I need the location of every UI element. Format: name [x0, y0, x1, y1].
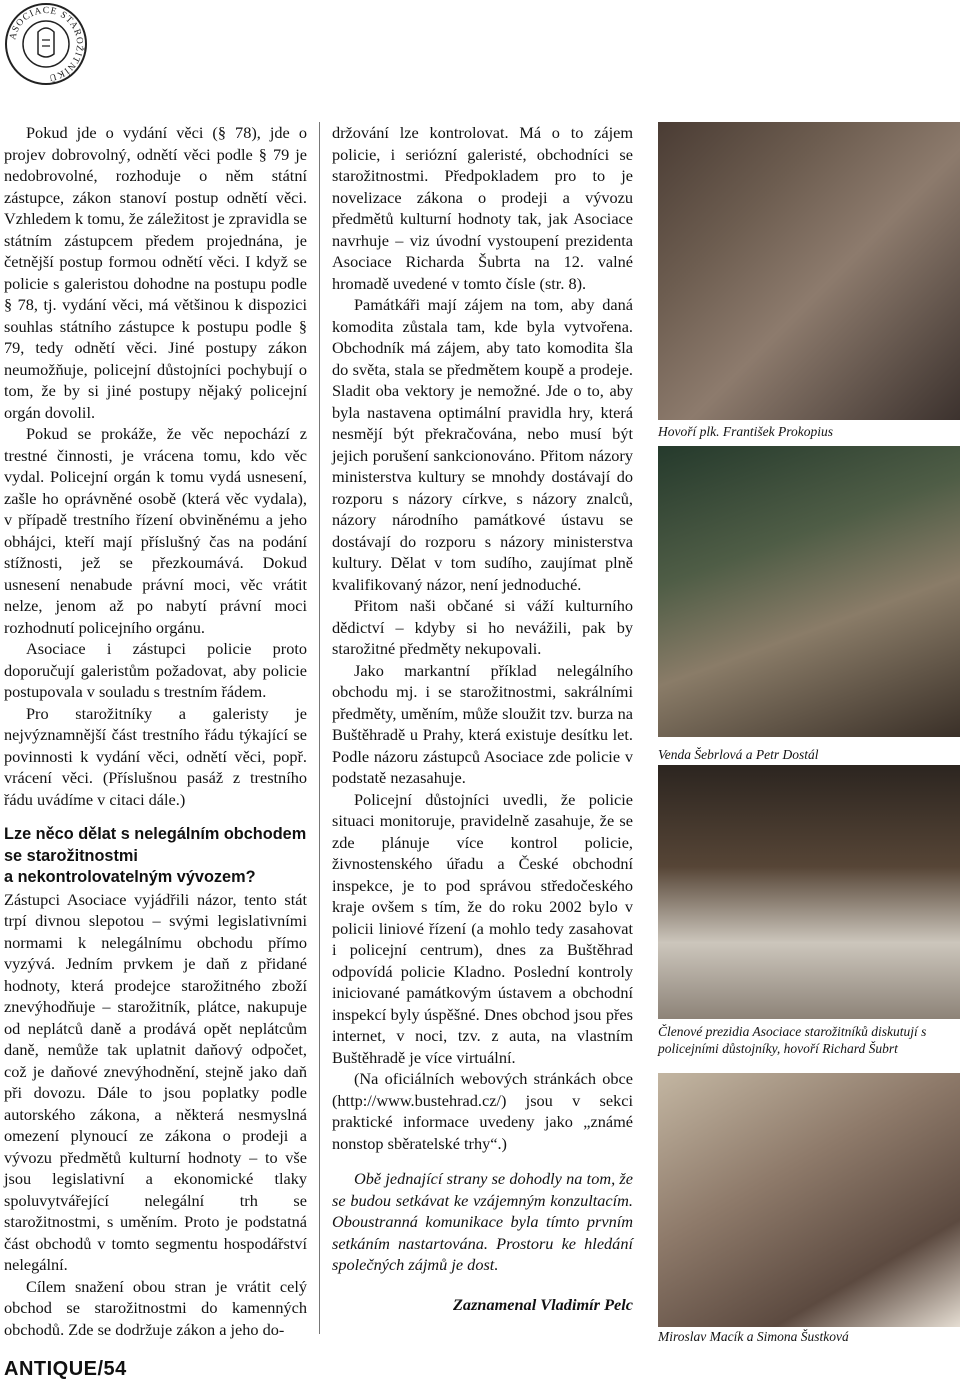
photo-macik-sustkova: [658, 1073, 960, 1327]
photo-caption: Venda Šebrlová a Petr Dostál: [658, 747, 819, 762]
photo-caption: Členové prezidia Asociace starožitníků diskutují s policejními důstojníky, hovoří Richard Šubrt: [658, 1024, 927, 1056]
paragraph: Asociace i zástupci policie proto doporučují galeristům požadovat, aby policie postupovala v souladu s trestním řádem.: [4, 639, 307, 701]
text-column-left: [4, 122, 307, 1340]
paragraph: Jako markantní příklad nelegálního obchodu mj. i se starožitnostmi, sakrálními předměty, uměním, může sloužit tzv. burza na Buštěhradě u Prahy, která existuje desítku let. Podle názoru zástupců Asociace zde policie v podstatě nezasahuje.: [332, 660, 633, 787]
paragraph: Zástupci Asociace vyjádřili názor, tento stát trpí divnou slepotou – svými legislativními normami k nelegálnímu obchodu přímo vyzývá. Jedním prvkem je daň z přidané hodnoty, která prodejce starožitného zboží znevýhodňuje – starožitník, plátce, nakupuje od neplátců daně a prodává opět neplátcům daně, nemůže tak uplatnit daňový odpočet, což je daňové znevýhodnění, stejně jako daň při dovozu. Dále to jsou poplatky podle autorského zákona, a některá nesmyslná omezení plynoucí ze zákona o prodeji a vývozu předmětů kulturní hodnoty – to vše jsou legislativní a ekonomické tlaky spoluvytvářející nelegální trh se starožitnostmi, s uměním. Proto je podstatná část obchodů v tomto segmentu hospodářství nelegální.: [4, 889, 307, 1274]
photo-sebrlova-dostal: [658, 446, 960, 737]
paragraph: Pokud se prokáže, že věc nepochází z trestné činnosti, je vrácena tomu, kdo věc vydal. Policejní orgán k tomu vydá usnesení, zašle ho oprávněné osobě (která věc vydala), v případě trestního řízení obviněnému a jeho obhájci, kteří mají příslušný čas na podání stížnosti, jež se přezkoumává. Dokud usnesení nenabude právní moci, věc vrátit nelze, jenom až po nabytí právní moci rozhodnutí policejního orgánu.: [4, 424, 307, 637]
paragraph: Policejní důstojníci uvedli, že policie situaci monitoruje, pravidelně zasahuje, že se zde plánuje více kontrol policie, živnostenského úřadu a České obchodní inspekce, je to pod správou středočeského kraje ovšem s tím, že do roku 2002 bylo v policii liniové řízení (a mohlo tedy zasahovat i policejní centrum), dnes za Buštěhrad odpovídá policie Kladno. Poslední kontroly iniciované památkovým ústavem a obchodní inspekcí byly úspěšné. Dnes obchod jsou přes internet, v noci, tzv. z auta, na vlastním Buštěhradě je více virtuální.: [332, 789, 633, 1067]
paragraph: Památkáři mají zájem na tom, aby daná komodita zůstala tam, kde byla vytvořena. Obchodník má zájem, aby tato komodita šla do světa, stala se předmětem koupě a prodeje. Sladit oba vektory je nemožné. Jde o to, aby byla nastavena optimální pravidla hry, která nesmějí být překračována, nebo musí být jejich porušení sankcionováno. Přitom názory ministerstva kultury se mnohdy dostávají do rozporu s názory církve, s názory znalců, názory národního památkové ústavu se dostávají do rozporu s názory ministerstva kultury. Dělat v tom sudího, zaujímat plně kvalifikovaný názor, není jednoduché.: [332, 295, 633, 594]
page-footer: ANTIQUE/54: [4, 1358, 127, 1380]
paragraph: Cílem snažení obou stran je vrátit celý obchod se starožitnostmi do kamenných obchodů. Zde se dodržuje zákon a jeho do-: [4, 1276, 307, 1339]
paragraph: držování lze kontrolovat. Má o to zájem policie, i seriózní galeristé, obchodníci se starožitnostmi. Předpokladem pro to je novelizace zákona o prodeji a vývozu předmětů kulturní hodnoty tak, jak Asociace navrhuje – viz úvodní vystoupení prezidenta Asociace Richarda Šubrta na 12. valné hromadě uvedené v tomto čísle (str. 8).: [332, 123, 633, 293]
heading-line: se starožitnostmi: [4, 846, 138, 865]
photo-caption: Hovoří plk. František Prokopius: [658, 424, 833, 439]
photo-presidium-meeting: [658, 765, 960, 1019]
logo-text: ASOCIACE STAROŽITNÍKŮ: [8, 5, 85, 83]
section-heading: [4, 824, 307, 889]
heading-line: Lze něco dělat s nelegálním obchodem: [4, 825, 307, 843]
paragraph: Pokud jde o vydání věci (§ 78), jde o projev dobrovolný, odnětí věci podle § 79 je nedobrovolné, rozhoduje o něm státní zástupce, zákon stanoví postup odnětí věci. Vzhledem k tomu, že záležitost je zpravidla se státním zástupcem předem projednána, je četnější postup formou odnětí věci. I když se policie s galeristou dohodne na postupu podle § 78, tj. vydání věci, má většinou k dispozici souhlas státního zástupce k postupu podle § 79, tedy odnětí věci. Jiné postupy zákon neumožňuje, policejní důstojníci pochybují o tom, že by si jiné postupy nějaký policejní orgán dovolil.: [4, 123, 307, 422]
asociace-logo: [4, 2, 88, 86]
heading-line: a nekontrolovatelným vývozem?: [4, 868, 256, 886]
text-column-middle: [332, 122, 633, 1315]
paragraph: Přitom naši občané si váží kulturního dědictví – kdyby si ho nevážili, pak by starožitné předměty nekupovali.: [332, 596, 633, 658]
column-divider: [319, 122, 320, 1334]
photo-prokopius: [658, 122, 960, 420]
paragraph: Pro starožitníky a galeristy je nejvýznamnější část trestního řádu týkající se povinnosti k vydání věci, odnětí věci, popř. vrácení věci. (Příslušnou pasáž z trestního řádu uvádíme v citaci dále.): [4, 703, 307, 809]
signature: Zaznamenal Vladimír Pelc: [452, 1294, 633, 1314]
paragraph: (Na oficiálních webových stránkách obce (http://www.bustehrad.cz/) jsou v sekci praktické informace uvedeny jako „známé nonstop sběratelské trhy“.): [332, 1069, 633, 1153]
photo-caption: Miroslav Macík a Simona Šustková: [658, 1329, 849, 1344]
closing-paragraph: Obě jednající strany se dohodly na tom, že se budou setkávat ke vzájemným konzultacím. Oboustranná komunikace byla tímto prvním setkáním nastartována. Prostoru ke hledání společných zájmů je dost.: [332, 1169, 633, 1274]
